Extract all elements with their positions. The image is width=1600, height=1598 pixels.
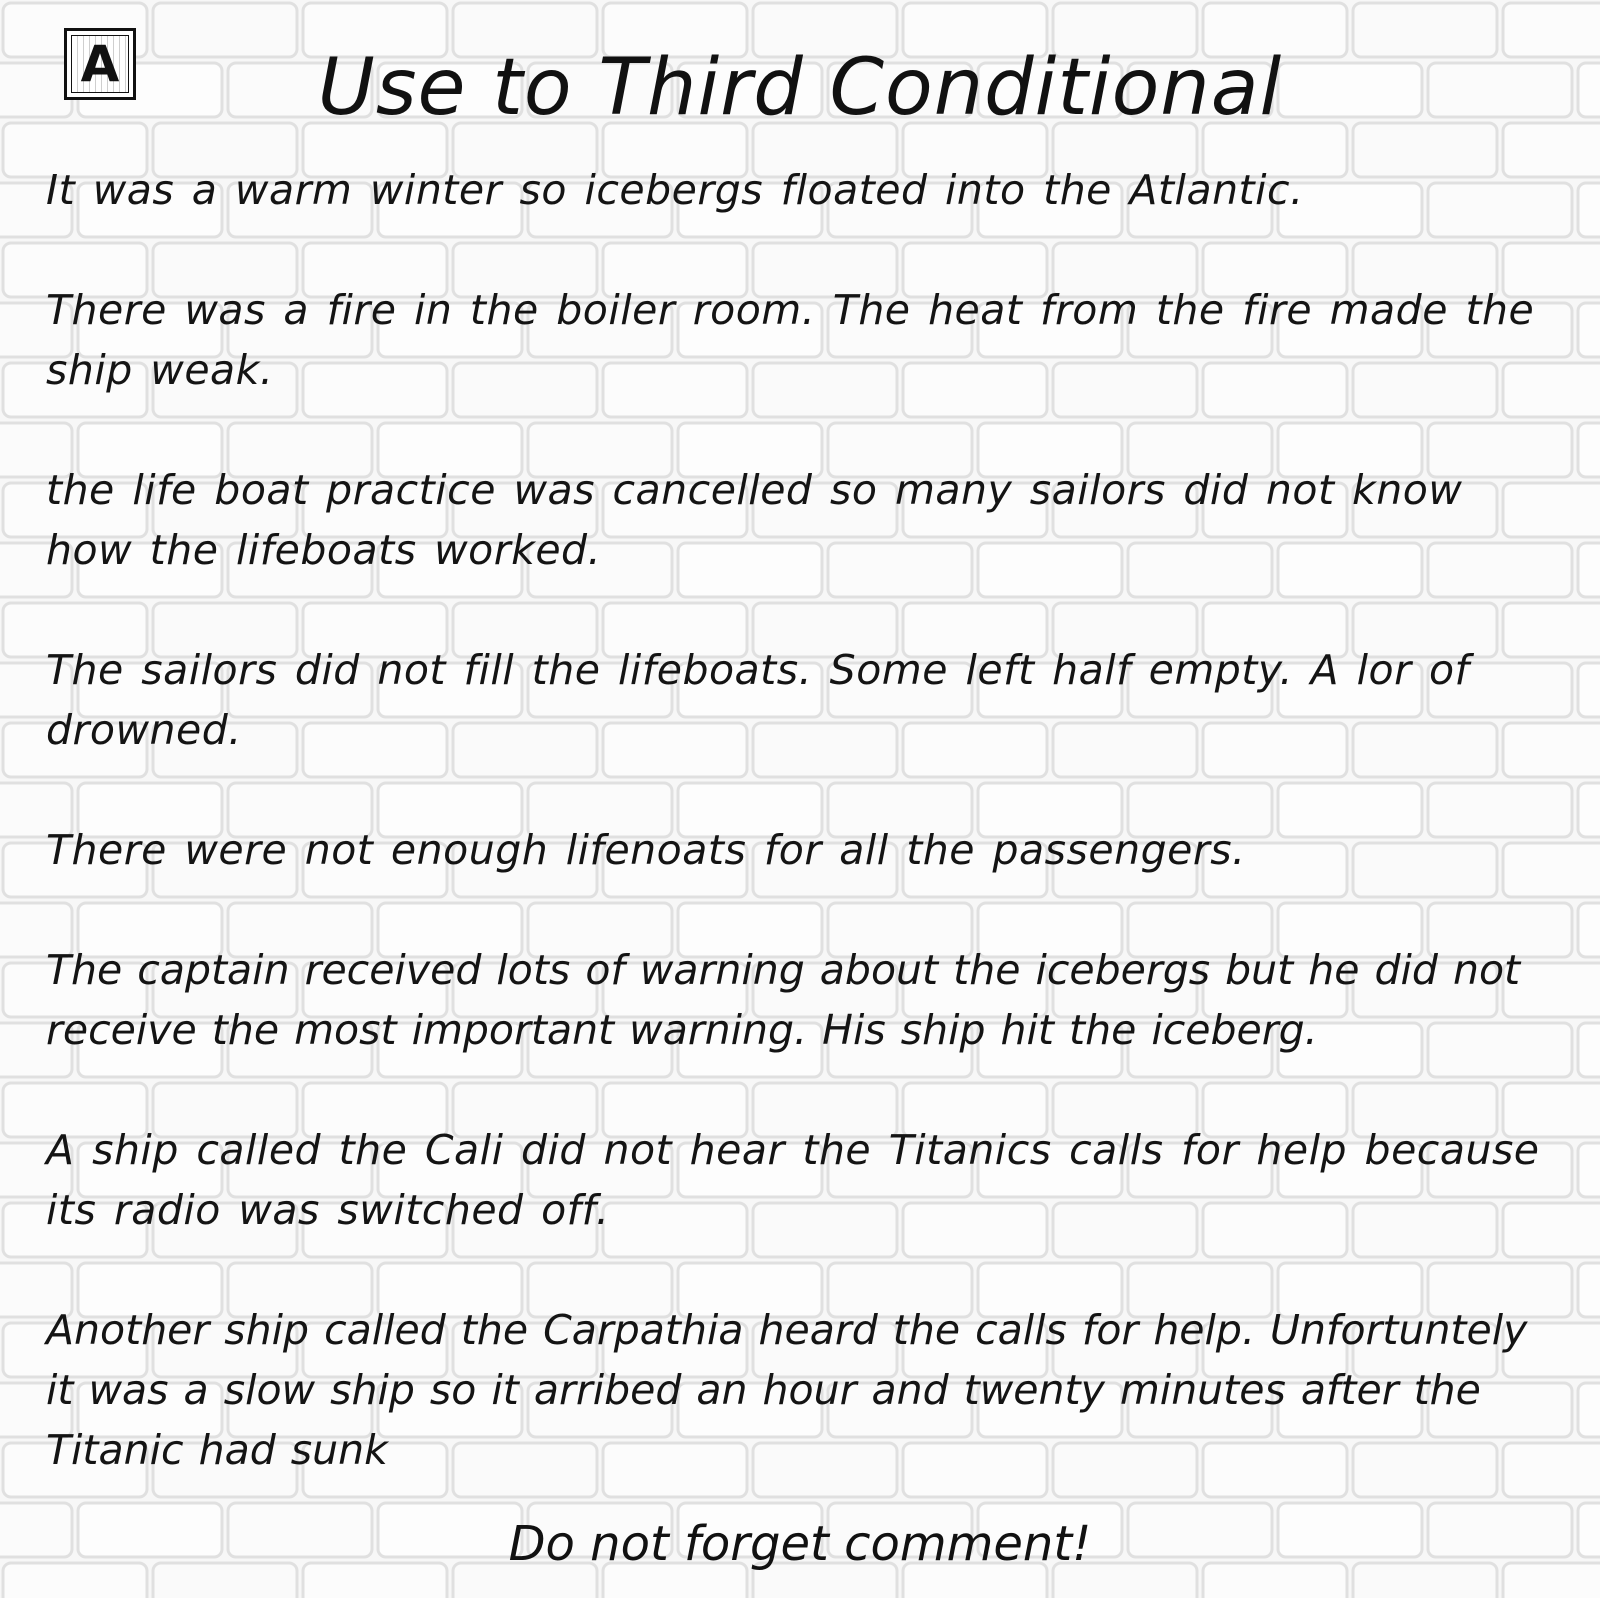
page-title: Use to Third Conditional xyxy=(317,43,1283,133)
sentence-item: Another ship called the Carpathia heard the calls for help. Unfortuntely it was a slow ship so it arribed an hour and twenty minutes after the Titanic had sunk xyxy=(46,1306,1528,1474)
sentence-list xyxy=(46,160,1566,1540)
sentence-item: There was a fire in the boiler room. The heat from the fire made the ship weak. xyxy=(46,286,1535,394)
sentence-item: the life boat practice was cancelled so many sailors did not know how the lifeboats worked. xyxy=(46,466,1463,574)
footer-reminder: Do not forget comment! xyxy=(508,1516,1092,1572)
sentence-item: The captain received lots of warning about the icebergs but he did not receive the most important warning. His ship hit the iceberg. xyxy=(46,946,1521,1054)
sentence-item: A ship called the Cali did not hear the Titanics calls for help because its radio was switched off. xyxy=(46,1126,1540,1234)
logo-letter: A xyxy=(80,35,120,93)
sentence-item: It was a warm winter so icebergs floated into the Atlantic. xyxy=(46,166,1304,214)
sentence-item: The sailors did not fill the lifeboats. Some left half empty. A lor of drowned. xyxy=(46,646,1470,754)
sentence-item: There were not enough lifenoats for all the passengers. xyxy=(46,826,1246,874)
